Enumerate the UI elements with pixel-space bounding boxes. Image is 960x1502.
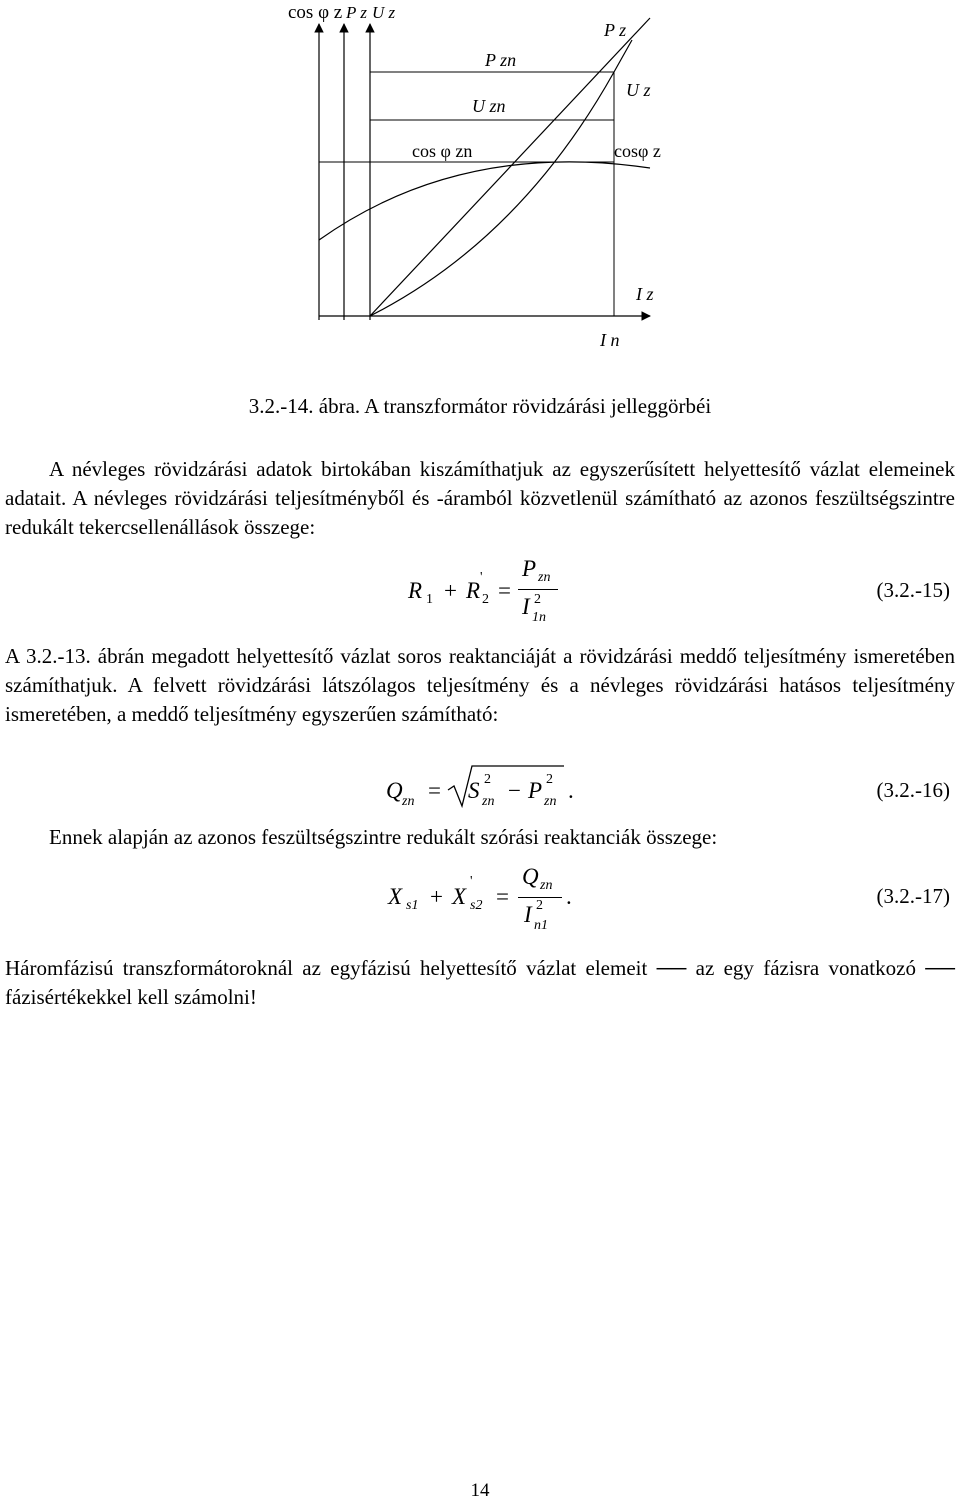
label-i-n: I n: [600, 330, 620, 350]
eq16-s-sup: 2: [484, 772, 491, 787]
eq17-numerator: Q: [522, 864, 539, 889]
equation-15: [0, 556, 960, 636]
paragraph-1: A névleges rövidzárási adatok birtokában kiszámíthatjuk az egyszerűsített helyettesítő vázlat elemeinek adatait. A névleges rövidzárási teljesítményből és -áramból közvetlenül számítható az azonos feszültségszintre redukált tekercsellenállások összege:: [5, 457, 955, 539]
eq15-r2-sub: 2: [482, 592, 489, 607]
page-number: 14: [470, 1480, 490, 1501]
eq17-number: (3.2.-17): [876, 884, 950, 908]
eq16-dot: .: [568, 778, 574, 803]
eq17-dot: .: [566, 884, 572, 909]
label-cos-phi-z: cos φ z: [288, 2, 343, 23]
label-i-z: I z: [636, 284, 654, 304]
eq17-denominator: I: [524, 902, 532, 927]
paragraph-3: Ennek alapján az azonos feszültségszintre redukált szórási reaktanciák összege:: [49, 825, 718, 849]
eq16-p-sub: zn: [544, 794, 557, 809]
eq17-numerator-sub: zn: [540, 878, 553, 893]
eq17-x2-prime: ': [470, 874, 473, 889]
eq15-fraction-bar: [518, 589, 558, 590]
eq17-x1: X: [388, 884, 403, 909]
label-p-z-curve: P z: [604, 20, 627, 40]
eq15-numerator: P: [522, 556, 537, 581]
eq17-x1-sub: s1: [406, 898, 419, 913]
eq15-numerator-sub: zn: [538, 570, 551, 585]
equation-17: [0, 864, 960, 948]
eq16-p-sup: 2: [546, 772, 553, 787]
eq16-s-sub: zn: [482, 794, 495, 809]
label-u-z-axis: U z: [372, 3, 396, 22]
eq16-minus: −: [508, 778, 521, 803]
label-u-zn: U zn: [472, 96, 506, 116]
label-u-z-curve: U z: [626, 80, 651, 100]
eq17-x2-sub: s2: [470, 898, 483, 913]
cos-phi-curve: [319, 162, 650, 240]
eq17-x2: X: [452, 884, 467, 909]
eq15-plus: +: [444, 578, 457, 603]
paragraph-4: Háromfázisú transzformátoroknál az egyfázisú helyettesítő vázlat elemeit ── az egy fázisra vonatkozó ── fázisértékekkel kell számolni!: [5, 956, 955, 1009]
eq17-equals: =: [496, 884, 509, 909]
eq16-q: Q: [386, 778, 403, 803]
eq16-equals: =: [428, 778, 441, 803]
eq16-q-sub: zn: [402, 794, 415, 809]
figure-caption: 3.2.-14. ábra. A transzformátor rövidzárási jelleggörbéi: [248, 394, 712, 418]
eq15-r1-sub: 1: [426, 592, 433, 607]
eq17-plus: +: [430, 884, 443, 909]
eq15-r2: R: [466, 578, 481, 603]
eq15-r2-prime: ': [480, 570, 483, 585]
label-p-zn: P zn: [485, 50, 517, 70]
eq15-equals: =: [498, 578, 511, 603]
eq15-denominator-sup: 2: [534, 592, 541, 607]
eq15-number: (3.2.-15): [876, 578, 950, 602]
characteristic-curves-figure: [0, 0, 960, 390]
eq16-p: P: [528, 778, 543, 803]
eq16-s: S: [468, 778, 480, 803]
eq15-denominator: I: [522, 594, 530, 619]
eq15-r1: R: [408, 578, 423, 603]
eq17-denominator-sub: n1: [534, 918, 548, 933]
eq15-denominator-sub: 1n: [532, 610, 546, 625]
eq16-number: (3.2.-16): [876, 778, 950, 802]
label-p-z-axis: P z: [346, 3, 367, 22]
eq17-denominator-sup: 2: [536, 898, 543, 913]
label-cos-phi-z-curve: cosφ z: [614, 141, 661, 161]
paragraph-2: A 3.2.-13. ábrán megadott helyettesítő vázlat soros reaktanciáját a rövidzárási meddő teljesítmény ismeretében számíthatjuk. A felvett rövidzárási látszólagos teljesítmény és a névleges rövidzárási hatásos teljesítmény ismeretében, a meddő teljesítmény egyszerűen számítható:: [5, 644, 955, 726]
label-cos-phi-zn: cos φ zn: [412, 141, 473, 161]
